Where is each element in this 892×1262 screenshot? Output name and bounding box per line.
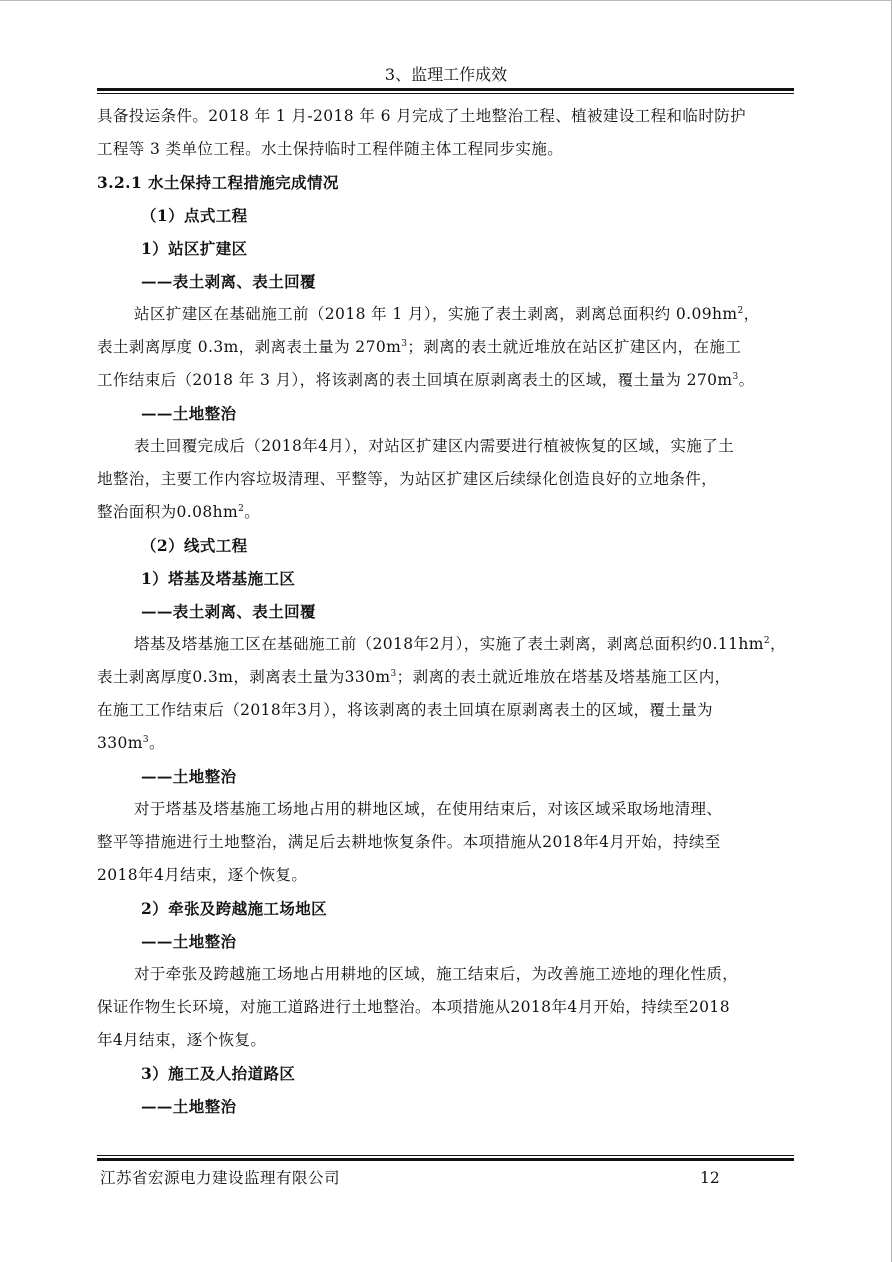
body-text-line	[97, 430, 797, 463]
footer-rule-thin	[97, 1155, 794, 1156]
line-text: 表土回覆完成后（2018年4月），对站区扩建区内需要进行植被恢复的区域，实施了土	[134, 437, 735, 455]
footer-company: 江苏省宏源电力建设监理有限公司	[100, 1169, 341, 1187]
line-text: 2）牵张及跨越施工场地区	[141, 899, 328, 918]
body-text-line	[97, 661, 797, 694]
line-text: 在施工工作结束后（2018年3月），将该剥离的表土回填在原剥离表土的区域，覆土量为	[97, 701, 713, 719]
line-text: ——土地整治	[141, 767, 237, 786]
line-text: ——土地整治	[141, 932, 237, 951]
line-text: 工程等 3 类单位工程。水土保持临时工程伴随主体工程同步实施。	[97, 140, 564, 158]
superscript: 2	[737, 306, 744, 316]
line-text-tail: 。	[149, 734, 165, 752]
section-heading	[97, 265, 797, 298]
body-text-line	[97, 628, 797, 661]
body-text-line	[97, 958, 797, 991]
line-text: 整治面积为0.08hm	[97, 503, 239, 521]
body-text-line	[97, 298, 797, 331]
page-header-title: 3、监理工作成效	[384, 65, 508, 84]
superscript: 2	[763, 636, 770, 646]
line-text: ——土地整治	[141, 1097, 237, 1116]
body-text-line	[97, 1024, 797, 1057]
line-text: ——表土剥离、表土回覆	[141, 272, 316, 291]
line-text: ——表土剥离、表土回覆	[141, 602, 316, 621]
section-heading	[97, 892, 797, 925]
superscript: 3	[732, 372, 739, 382]
section-heading	[97, 562, 797, 595]
superscript: 3	[142, 735, 150, 745]
line-text: 整平等措施进行土地整治，满足后去耕地恢复条件。本项措施从2018年4月开始，持续至	[97, 833, 721, 851]
section-heading	[97, 760, 797, 793]
body-text-line	[97, 991, 797, 1024]
line-text: 地整治，主要工作内容垃圾清理、平整等，为站区扩建区后续绿化创造良好的立地条件，	[97, 470, 718, 488]
line-text: 3）施工及人抬道路区	[141, 1064, 296, 1083]
section-heading	[97, 925, 797, 958]
line-text-tail: ；剥离的表土就近堆放在塔基及塔基施工区内，	[396, 668, 731, 686]
section-heading	[97, 1057, 797, 1090]
line-text: 具备投运条件。2018 年 1 月-2018 年 6 月完成了土地整治工程、植被建设工程和临时防护	[97, 107, 747, 125]
line-text: 2018年4月结束，逐个恢复。	[97, 866, 308, 884]
section-heading	[97, 232, 797, 265]
document-body	[97, 100, 797, 1123]
section-heading	[97, 1090, 797, 1123]
line-text: 站区扩建区在基础施工前（2018 年 1 月），实施了表土剥离，剥离总面积约 0.09hm	[134, 305, 738, 323]
footer-rule-thick	[97, 1158, 794, 1161]
line-text-tail: ；剥离的表土就近堆放在站区扩建区内，在施工	[407, 338, 742, 356]
line-text: 3.2.1 水土保持工程措施完成情况	[97, 173, 339, 192]
line-text: 表土剥离厚度 0.3m，剥离表土量为 270m	[97, 338, 402, 356]
body-text-line	[97, 463, 797, 496]
line-text: （2）线式工程	[141, 536, 248, 555]
superscript: 2	[238, 504, 245, 514]
section-heading	[97, 397, 797, 430]
line-text: 工作结束后（2018 年 3 月），将该剥离的表土回填在原剥离表土的区域，覆土量为 270m	[97, 371, 733, 389]
line-text: 保证作物生长环境，对施工道路进行土地整治。本项措施从2018年4月开始，持续至2018	[97, 998, 730, 1016]
line-text: 对于塔基及塔基施工场地占用的耕地区域，在使用结束后，对该区域采取场地清理、	[134, 800, 723, 818]
body-text-line	[97, 727, 797, 760]
body-text-line	[97, 694, 797, 727]
superscript: 3	[401, 339, 408, 349]
section-heading	[97, 529, 797, 562]
line-text-tail: 。	[244, 503, 261, 521]
page-border-top	[0, 0, 892, 1]
header-rule-thick	[97, 88, 794, 91]
line-text: 塔基及塔基施工区在基础施工前（2018年2月），实施了表土剥离，剥离总面积约0.11hm	[134, 635, 764, 653]
section-heading	[97, 166, 797, 199]
body-text-line	[97, 100, 797, 133]
body-text-line	[97, 859, 797, 892]
line-text: 年4月结束，逐个恢复。	[97, 1031, 267, 1049]
line-text-tail: ，	[770, 635, 786, 653]
line-text: 1）塔基及塔基施工区	[141, 569, 296, 588]
page-number: 12	[700, 1169, 720, 1187]
line-text: ——土地整治	[141, 404, 237, 423]
superscript: 3	[390, 669, 397, 679]
body-text-line	[97, 133, 797, 166]
section-heading	[97, 199, 797, 232]
line-text: 1）站区扩建区	[141, 239, 248, 258]
line-text: 表土剥离厚度0.3m，剥离表土量为330m	[97, 668, 391, 686]
body-text-line	[97, 331, 797, 364]
line-text: （1）点式工程	[141, 206, 248, 225]
line-text: 330m	[97, 734, 143, 752]
header-rule-thin	[97, 93, 794, 94]
section-heading	[97, 595, 797, 628]
body-text-line	[97, 793, 797, 826]
body-text-line	[97, 496, 797, 529]
line-text: 对于牵张及跨越施工场地占用耕地的区域，施工结束后，为改善施工迹地的理化性质，	[134, 965, 739, 983]
body-text-line	[97, 826, 797, 859]
body-text-line	[97, 364, 797, 397]
line-text-tail: ，	[743, 305, 760, 323]
line-text-tail: 。	[738, 371, 755, 389]
